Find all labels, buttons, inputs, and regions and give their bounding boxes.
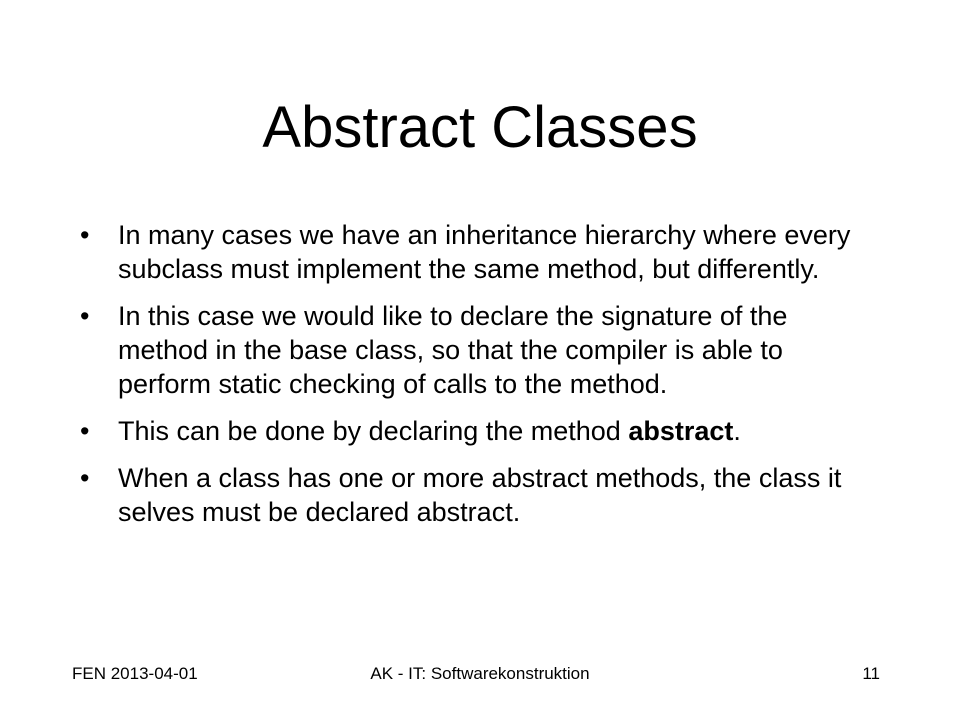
bullet-text: In many cases we have an inheritance hierarchy where every subclass must implement the same method, but differently. [118,220,851,284]
bullet-marker: • [80,463,90,493]
bullet-item [80,218,880,286]
bullet-marker: • [80,220,90,250]
bullet-marker: • [80,301,90,331]
slide-title: Abstract Classes [262,95,698,160]
bullet-item [80,299,880,401]
bullet-text: When a class has one or more abstract methods, the class it selves must be declared abstract. [118,463,842,527]
footer-page-number: 11 [862,664,880,683]
bullet-text-end: . [733,416,741,446]
bullet-marker: • [80,416,90,446]
footer-date: FEN 2013-04-01 [72,664,198,683]
bullet-item [80,461,880,529]
footer-course: AK - IT: Softwarekonstruktion [370,664,590,683]
bullet-bold-keyword: abstract [628,416,734,446]
bullet-list [80,218,880,542]
bullet-text: In this case we would like to declare the signature of the method in the base class, so that the compiler is able to perform static checking of calls to the method. [118,301,788,399]
bullet-item [80,414,880,448]
bullet-text: This can be done by declaring the method [118,416,629,446]
